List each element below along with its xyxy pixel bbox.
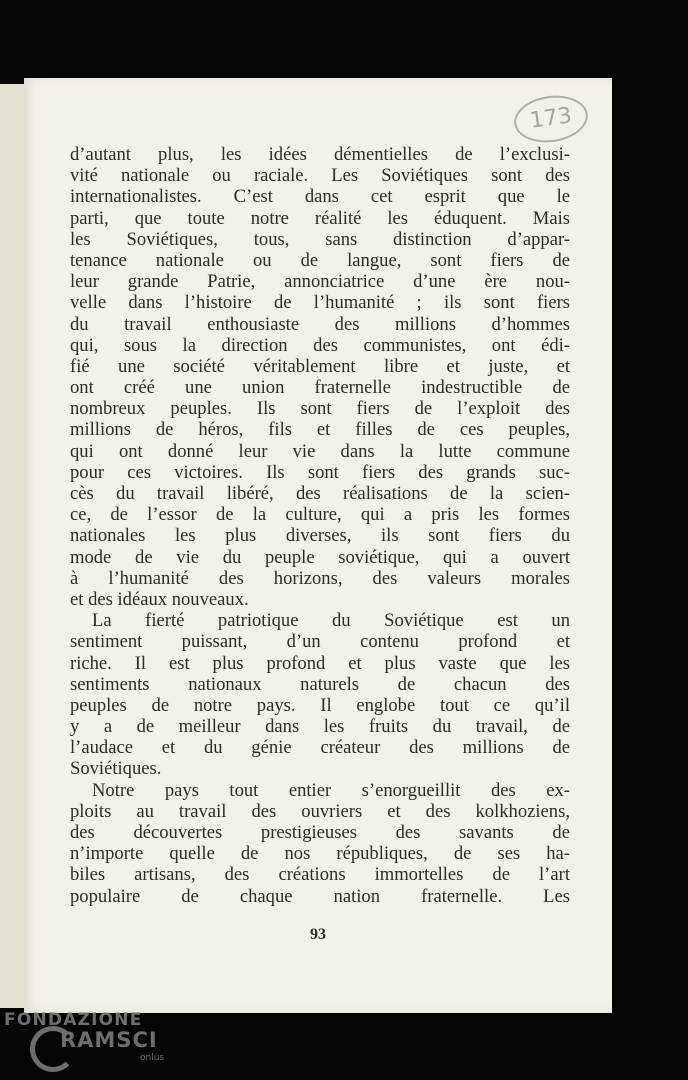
text-line: à l’humanité des horizons, des valeurs morales [70, 567, 570, 589]
text-line: velle dans l’histoire de l’humanité ; ils sont fiers [70, 292, 570, 314]
archive-watermark-logo [4, 1010, 174, 1074]
watermark-suffix: onlus [140, 1053, 165, 1063]
text-line: y a de meilleur dans les fruits du travail, de [70, 716, 570, 738]
text-line: La fierté patriotique du Soviétique est un [92, 610, 570, 632]
watermark-line-2: RAMSCI [60, 1028, 158, 1052]
text-line: millions de héros, fils et filles de ces peuples, [70, 419, 570, 441]
page-number: 93 [310, 926, 326, 943]
watermark-line-1: FONDAZIONE [4, 1010, 143, 1030]
text-line: tenance nationale ou de langue, sont fiers de [70, 249, 570, 271]
previous-page-edge [0, 84, 25, 1008]
text-line: leur grande Patrie, annonciatrice d’une ère nou- [70, 271, 570, 293]
text-line: du travail enthousiaste des millions d’hommes [70, 313, 570, 335]
text-line: et des idéaux nouveaux. [70, 588, 249, 610]
text-line: parti, que toute notre réalité les éduquent. Mais [70, 207, 570, 229]
text-line: n’importe quelle de nos républiques, de ses ha- [70, 843, 570, 865]
text-line: Notre pays tout entier s’enorgueillit des ex- [92, 779, 570, 801]
text-line: vité nationale ou raciale. Les Soviétiques sont des [70, 165, 570, 187]
text-line: sentiment puissant, d’un contenu profond et [70, 631, 570, 653]
text-line: fié une société véritablement libre et juste, et [70, 355, 570, 377]
text-line: Soviétiques. [70, 758, 162, 780]
text-line: biles artisans, des créations immortelles de l’art [70, 864, 570, 886]
text-line: sentiments nationaux naturels de chacun des [70, 673, 570, 695]
text-line: nationales les plus diverses, ils sont fiers du [70, 525, 570, 547]
text-line: les Soviétiques, tous, sans distinction d’appar- [70, 228, 570, 250]
text-line: riche. Il est plus profond et plus vaste que les [70, 652, 570, 674]
text-line: d’autant plus, les idées démentielles de l’exclusi- [70, 144, 570, 165]
book-page [24, 78, 612, 1013]
text-line: qui ont donné leur vie dans la lutte commune [70, 440, 570, 462]
text-line: cès du travail libéré, des réalisations de la scien- [70, 483, 570, 504]
page-text [70, 144, 570, 907]
text-line: l’audace et du génie créateur des millions de [70, 737, 570, 759]
handwritten-page-stamp: 173 [511, 91, 591, 147]
text-line: internationalistes. C’est dans cet esprit que le [70, 186, 570, 208]
text-line: qui, sous la direction des communistes, ont édi- [70, 334, 570, 356]
text-line: ce, de l’essor de la culture, qui a pris les formes [70, 504, 570, 526]
text-line: populaire de chaque nation fraternelle. Les [70, 885, 570, 907]
text-line: nombreux peuples. Ils sont fiers de l’exploit des [70, 398, 570, 420]
text-line: peuples de notre pays. Il englobe tout ce qu’il [70, 694, 570, 716]
text-line: mode de vie du peuple soviétique, qui a ouvert [70, 546, 570, 568]
text-line: ploits au travail des ouvriers et des kolkhoziens, [70, 800, 570, 822]
text-line: des découvertes prestigieuses des savants de [70, 822, 570, 843]
text-line: pour ces victoires. Ils sont fiers des grands suc- [70, 461, 570, 483]
text-line: ont créé une union fraternelle indestructible de [70, 377, 570, 399]
